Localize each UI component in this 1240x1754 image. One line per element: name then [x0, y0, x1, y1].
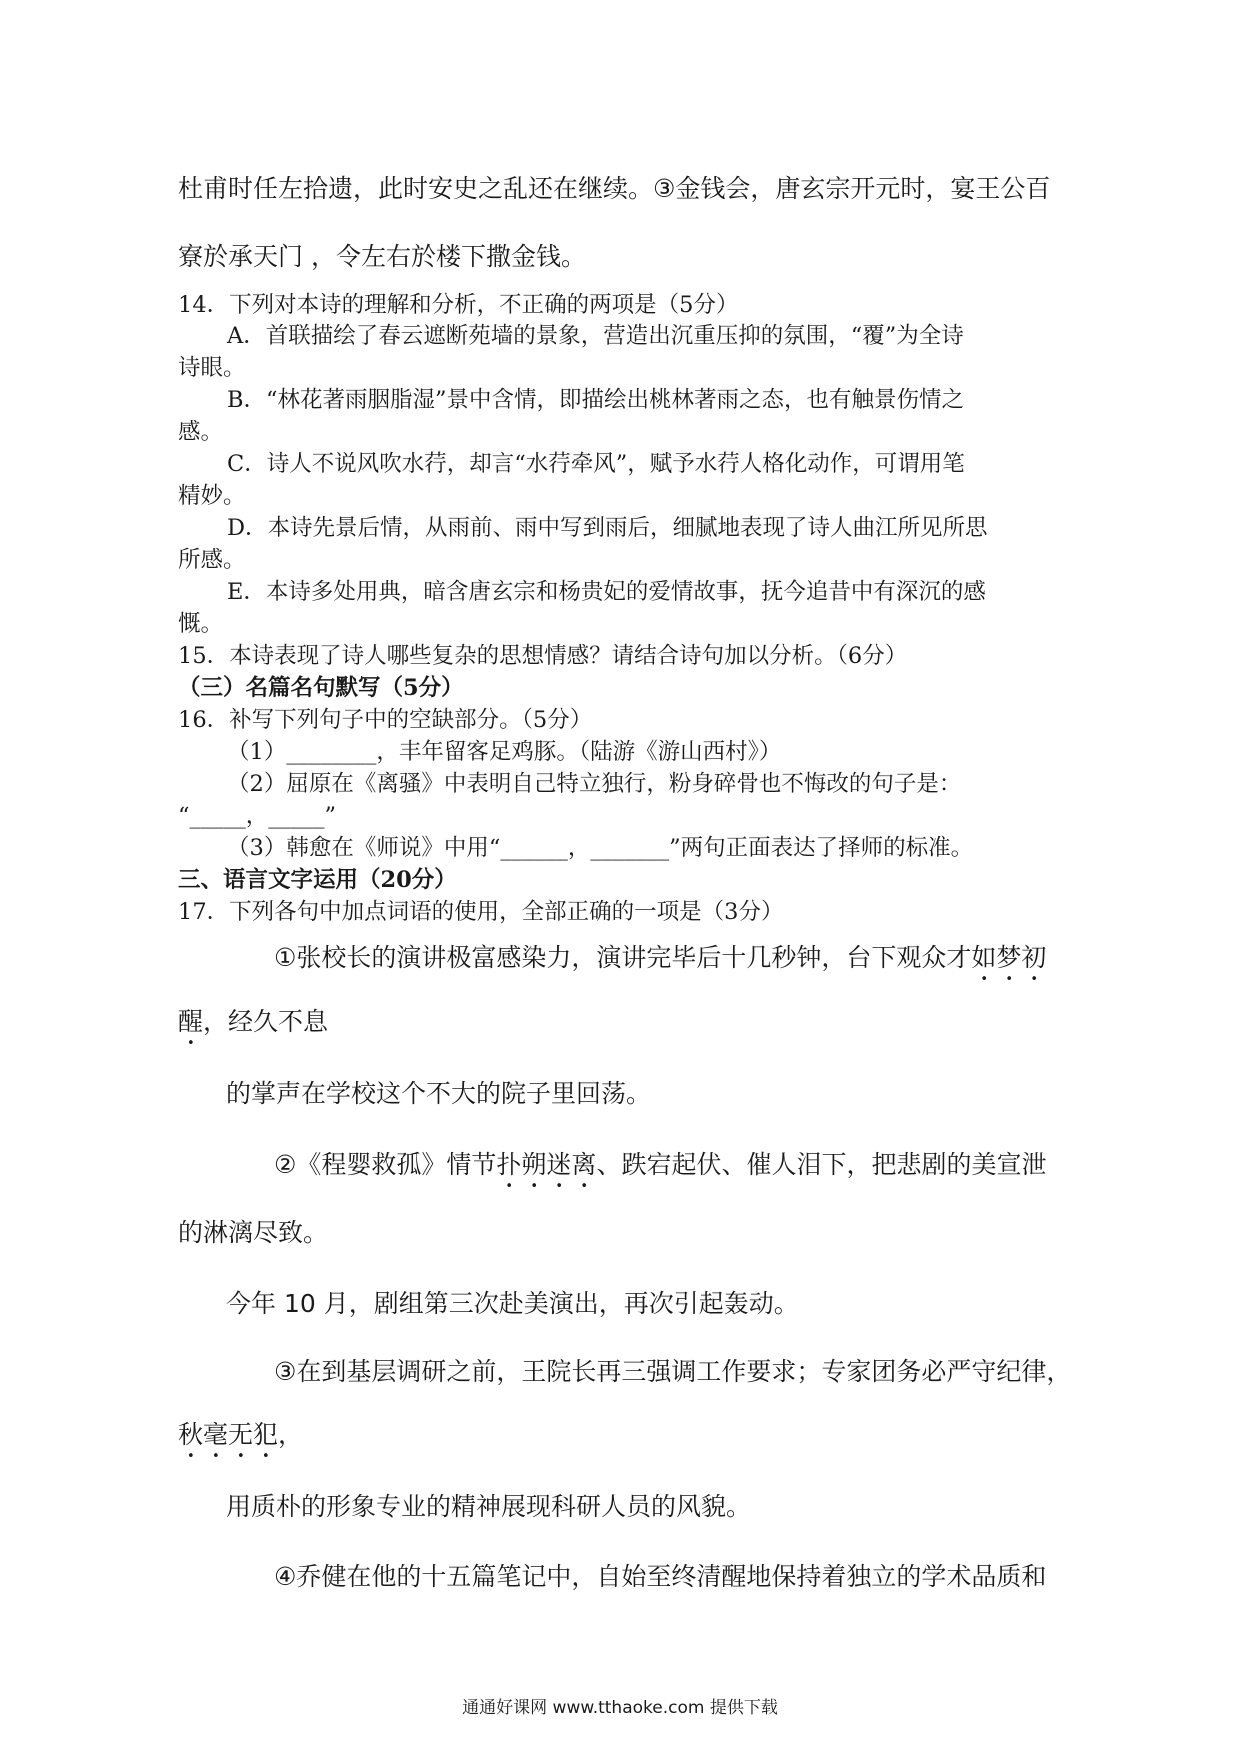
- option-d: D．本诗先景后情，从雨前、雨中写到雨后，细腻地表现了诗人曲江所见所思: [227, 515, 988, 541]
- text-line: 的淋漓尽致。: [178, 1218, 329, 1247]
- option-b: B．“林花著雨胭脂湿”景中含情，即描绘出桃林著雨之态，也有触景伤情之: [227, 387, 965, 413]
- text-line: “_____，_____”: [178, 803, 337, 829]
- question-16: 16．补写下列句子中的空缺部分。（5分）: [178, 707, 593, 733]
- text-line: 诗眼。: [178, 355, 246, 381]
- option-c: C．诗人不说风吹水荇，却言“水荇牵风”，赋予水荇人格化动作，可谓用笔: [227, 451, 965, 477]
- section-heading: （三）名篇名句默写（5分）: [178, 675, 464, 701]
- sentence-text: ，: [278, 1420, 304, 1449]
- page-footer: 通通好课网 www.tthaoke.com 提供下载: [462, 1698, 778, 1718]
- fill-blank-1: （1）________，丰年留客足鸡豚。（陆游《游山西村》）: [227, 739, 782, 765]
- fill-blank-2: （2）屈原在《离骚》中表明自己特立独行，粉身碎骨也不悔改的句子是：: [227, 771, 962, 797]
- sentence-text: ，经久不息: [203, 1007, 329, 1036]
- text-line: 杜甫时任左拾遗，此时安史之乱还在继续。③金钱会，唐玄宗开元时，宴王公百: [178, 174, 1051, 203]
- question-15: 15．本诗表现了诗人哪些复杂的思想情感？请结合诗句加以分析。（6分）: [178, 643, 908, 669]
- fill-blank-3: （3）韩愈在《师说》中用“______，_______”两句正面表达了择师的标准。: [227, 835, 974, 861]
- sentence-1: [274, 938, 1046, 987]
- text-line: 所感。: [178, 547, 246, 573]
- option-a: A．首联描绘了春云遮断苑墙的景象，营造出沉重压抑的氛围，“覆”为全诗: [227, 323, 964, 349]
- text-line: 用质朴的形象专业的精神展现科研人员的风貌。: [226, 1492, 752, 1521]
- sentence-text: 、跌宕起伏、催人泪下，把悲剧的美宣泄: [596, 1150, 1047, 1179]
- text-line: 今年 10 月，剧组第三次赴美演出，再次引起轰动。: [226, 1289, 799, 1318]
- text-line: 精妙。: [178, 483, 246, 509]
- sentence-text: ①张校长的演讲极富感染力，演讲完毕后十几秒钟，台下观众才: [274, 943, 972, 972]
- dotted-word: 醒: [178, 1007, 204, 1036]
- text-line: 感。: [178, 419, 224, 445]
- text-line: 慨。: [178, 611, 224, 637]
- text-line: [178, 1415, 303, 1464]
- sentence-text: ②《程婴救孤》情节: [274, 1150, 497, 1179]
- text-line: 的掌声在学校这个不大的院子里回荡。: [226, 1079, 652, 1108]
- option-e: E．本诗多处用典，暗含唐玄宗和杨贵妃的爱情故事，抚今追昔中有深沉的感: [227, 579, 986, 605]
- dotted-word: 如梦初: [971, 943, 1047, 972]
- sentence-4: ④乔健在他的十五篇笔记中，自始至终清醒地保持着独立的学术品质和: [274, 1562, 1047, 1591]
- dotted-word: 扑朔迷离: [496, 1150, 597, 1179]
- section-heading: 三、语言文字运用（20分）: [178, 867, 457, 893]
- dotted-word: 秋毫无犯: [178, 1420, 279, 1449]
- sentence-3: ③在到基层调研之前，王院长再三强调工作要求；专家团务必严守纪律，: [274, 1357, 1072, 1386]
- question-17: 17．下列各句中加点词语的使用，全部正确的一项是（3分）: [178, 899, 784, 925]
- text-line: 寮於承天门 ，令左右於楼下撒金钱。: [178, 242, 586, 271]
- text-line: [178, 1002, 328, 1051]
- sentence-2: [274, 1145, 1046, 1194]
- question-14: 14．下列对本诗的理解和分析，不正确的两项是（5分）: [178, 292, 739, 318]
